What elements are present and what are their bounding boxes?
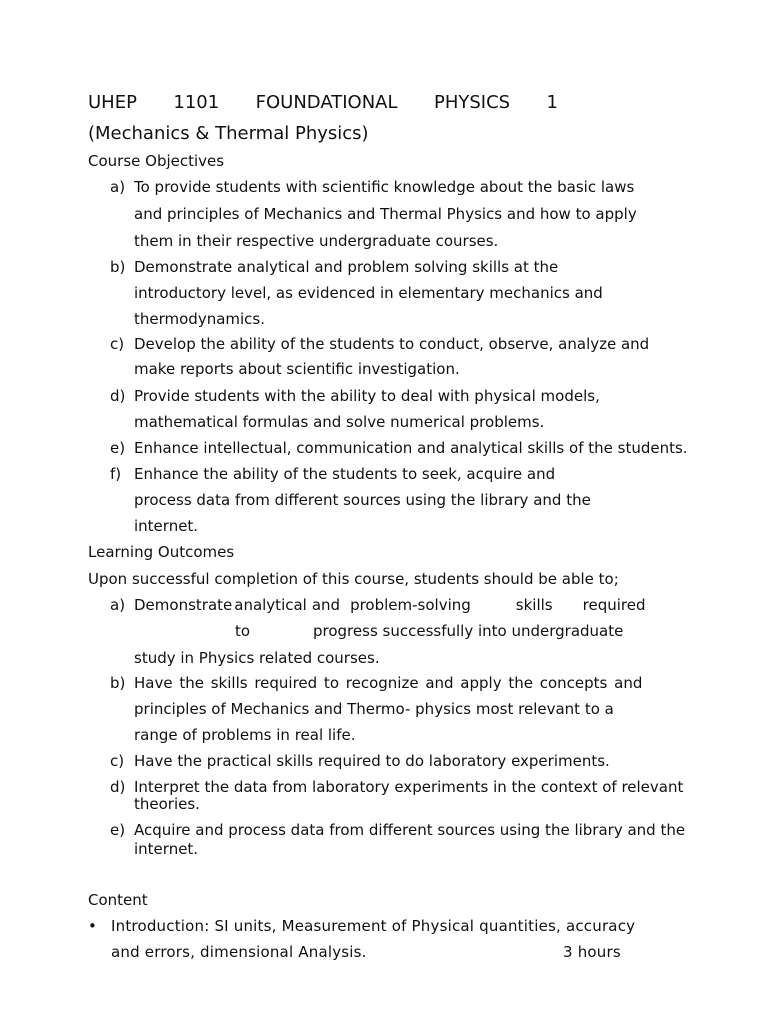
list-marker: c) [110, 752, 125, 770]
title-word: PHYSICS [433, 92, 511, 113]
content-line: and errors, dimensional Analysis. [111, 943, 367, 961]
objective-line: To provide students with scientific knowledge about the basic laws [134, 178, 635, 196]
title-word: FOUNDATIONAL [255, 92, 398, 113]
outcome-word: skills [515, 596, 553, 614]
outcome-line: theories. [134, 795, 200, 813]
outcome-line [134, 596, 645, 614]
outcome-line: principles of Mechanics and Thermo- physics most relevant to a [134, 700, 614, 718]
list-marker: e) [110, 439, 126, 457]
list-marker: e) [110, 821, 126, 839]
list-marker: a) [110, 596, 126, 614]
list-marker: f) [110, 465, 122, 483]
objective-line: Demonstrate analytical and problem solving skills at the [134, 258, 559, 276]
objective-line: Develop the ability of the students to conduct, observe, analyze and [134, 335, 650, 353]
outcome-word: problem-solving [350, 596, 471, 614]
objective-line: mathematical formulas and solve numerical problems. [134, 413, 545, 431]
outcome-line: progress successfully into undergraduate [313, 622, 624, 640]
outcomes-heading: Learning Outcomes [88, 543, 235, 561]
objective-line: Enhance intellectual, communication and analytical skills of the students. [134, 439, 688, 457]
outcome-line: internet. [134, 840, 199, 858]
objective-line: process data from different sources using the library and the [134, 491, 591, 509]
content-heading: Content [88, 891, 148, 909]
objective-line: introductory level, as evidenced in elementary mechanics and [134, 284, 603, 302]
list-marker: b) [110, 258, 126, 276]
outcome-line: Acquire and process data from different sources using the library and the [134, 821, 686, 839]
outcome-line: Interpret the data from laboratory experiments in the context of relevant [134, 778, 684, 796]
outcome-line: Have the practical skills required to do laboratory experiments. [134, 752, 610, 770]
list-marker: d) [110, 778, 126, 796]
objective-line: them in their respective undergraduate courses. [134, 232, 499, 250]
outcome-line: Have the skills required to recognize and apply the concepts and [134, 674, 643, 692]
content-hours: 3 hours [563, 943, 621, 961]
outcome-word: to [235, 622, 251, 640]
outcome-word: and [311, 596, 341, 614]
outcomes-intro: Upon successful completion of this course, students should be able to; [88, 570, 619, 588]
objective-line: internet. [134, 517, 199, 535]
course-subtitle: (Mechanics & Thermal Physics) [88, 123, 369, 144]
course-title [88, 92, 558, 113]
bullet-icon: • [88, 917, 97, 935]
list-marker: d) [110, 387, 126, 405]
title-word: 1101 [173, 92, 220, 113]
objective-line: thermodynamics. [134, 310, 266, 328]
objective-line: and principles of Mechanics and Thermal Physics and how to apply [134, 205, 637, 223]
objective-line: Provide students with the ability to deal with physical models, [134, 387, 600, 405]
outcome-word: required [582, 596, 646, 614]
outcome-line: study in Physics related courses. [134, 649, 380, 667]
list-marker: b) [110, 674, 126, 692]
outcome-line: range of problems in real life. [134, 726, 356, 744]
objective-line: Enhance the ability of the students to seek, acquire and [134, 465, 556, 483]
list-marker: c) [110, 335, 125, 353]
objective-line: make reports about scientific investigation. [134, 360, 460, 378]
content-line: Introduction: SI units, Measurement of Physical quantities, accuracy [111, 917, 636, 935]
list-marker: a) [110, 178, 126, 196]
title-word: UHEP [88, 92, 137, 113]
title-word: 1 [546, 92, 558, 113]
outcome-word: analytical [234, 596, 307, 614]
objectives-heading: Course Objectives [88, 152, 225, 170]
outcome-word: Demonstrate [134, 596, 233, 614]
